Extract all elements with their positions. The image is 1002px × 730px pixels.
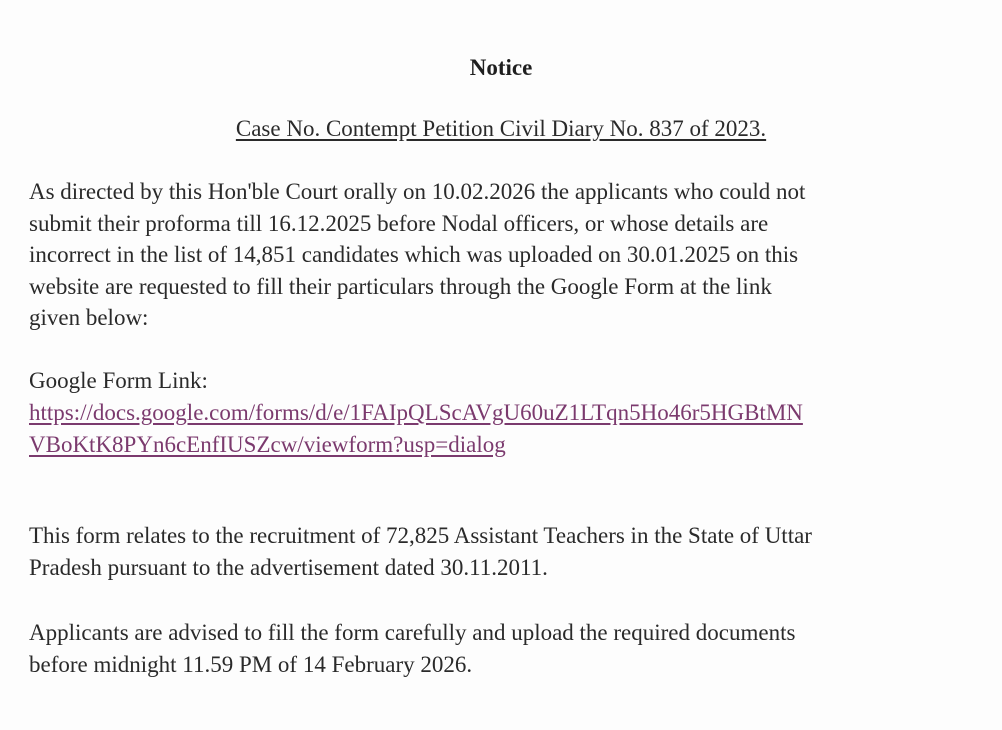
google-form-link[interactable] [29,397,803,460]
paragraph-line: Applicants are advised to fill the form carefully and upload the required documents [29,620,796,645]
google-form-link-label [29,365,974,397]
link-label-text: Google Form Link: [29,368,208,393]
paragraph-line: before midnight 11.59 PM of 14 February 2026. [29,651,473,677]
paragraph-line: incorrect in the list of 14,851 candidates which was uploaded on 30.01.2025 on this [29,242,799,267]
paragraph-line: This form relates to the recruitment of 72,825 Assistant Teachers in the State of Uttar [29,523,812,548]
link-line[interactable]: https://docs.google.com/forms/d/e/1FAIpQLScAVgU60uZ1LTqn5Ho46r5HGBtMN [29,400,803,425]
paragraph-line: given below: [29,305,149,330]
paragraph-line: As directed by this Hon'ble Court orally on 10.02.2026 the applicants who could not [29,179,806,204]
paragraph-directions [29,176,974,334]
paragraph-line: submit their proforma till 16.12.2025 before Nodal officers, or whose details are [29,210,769,236]
paragraph-line: website are requested to fill their particulars through the Google Form at the link [29,273,772,299]
paragraph-recruitment [29,520,974,583]
link-line[interactable]: VBoKtK8PYn6cEnfIUSZcw/viewform?usp=dialog [29,431,506,457]
paragraph-line: Pradesh pursuant to the advertisement dated 30.11.2011. [29,554,548,580]
paragraph-deadline [29,617,974,680]
notice-title: Notice [469,55,533,80]
case-number: Case No. Contempt Petition Civil Diary No. 837 of 2023. [235,116,767,141]
